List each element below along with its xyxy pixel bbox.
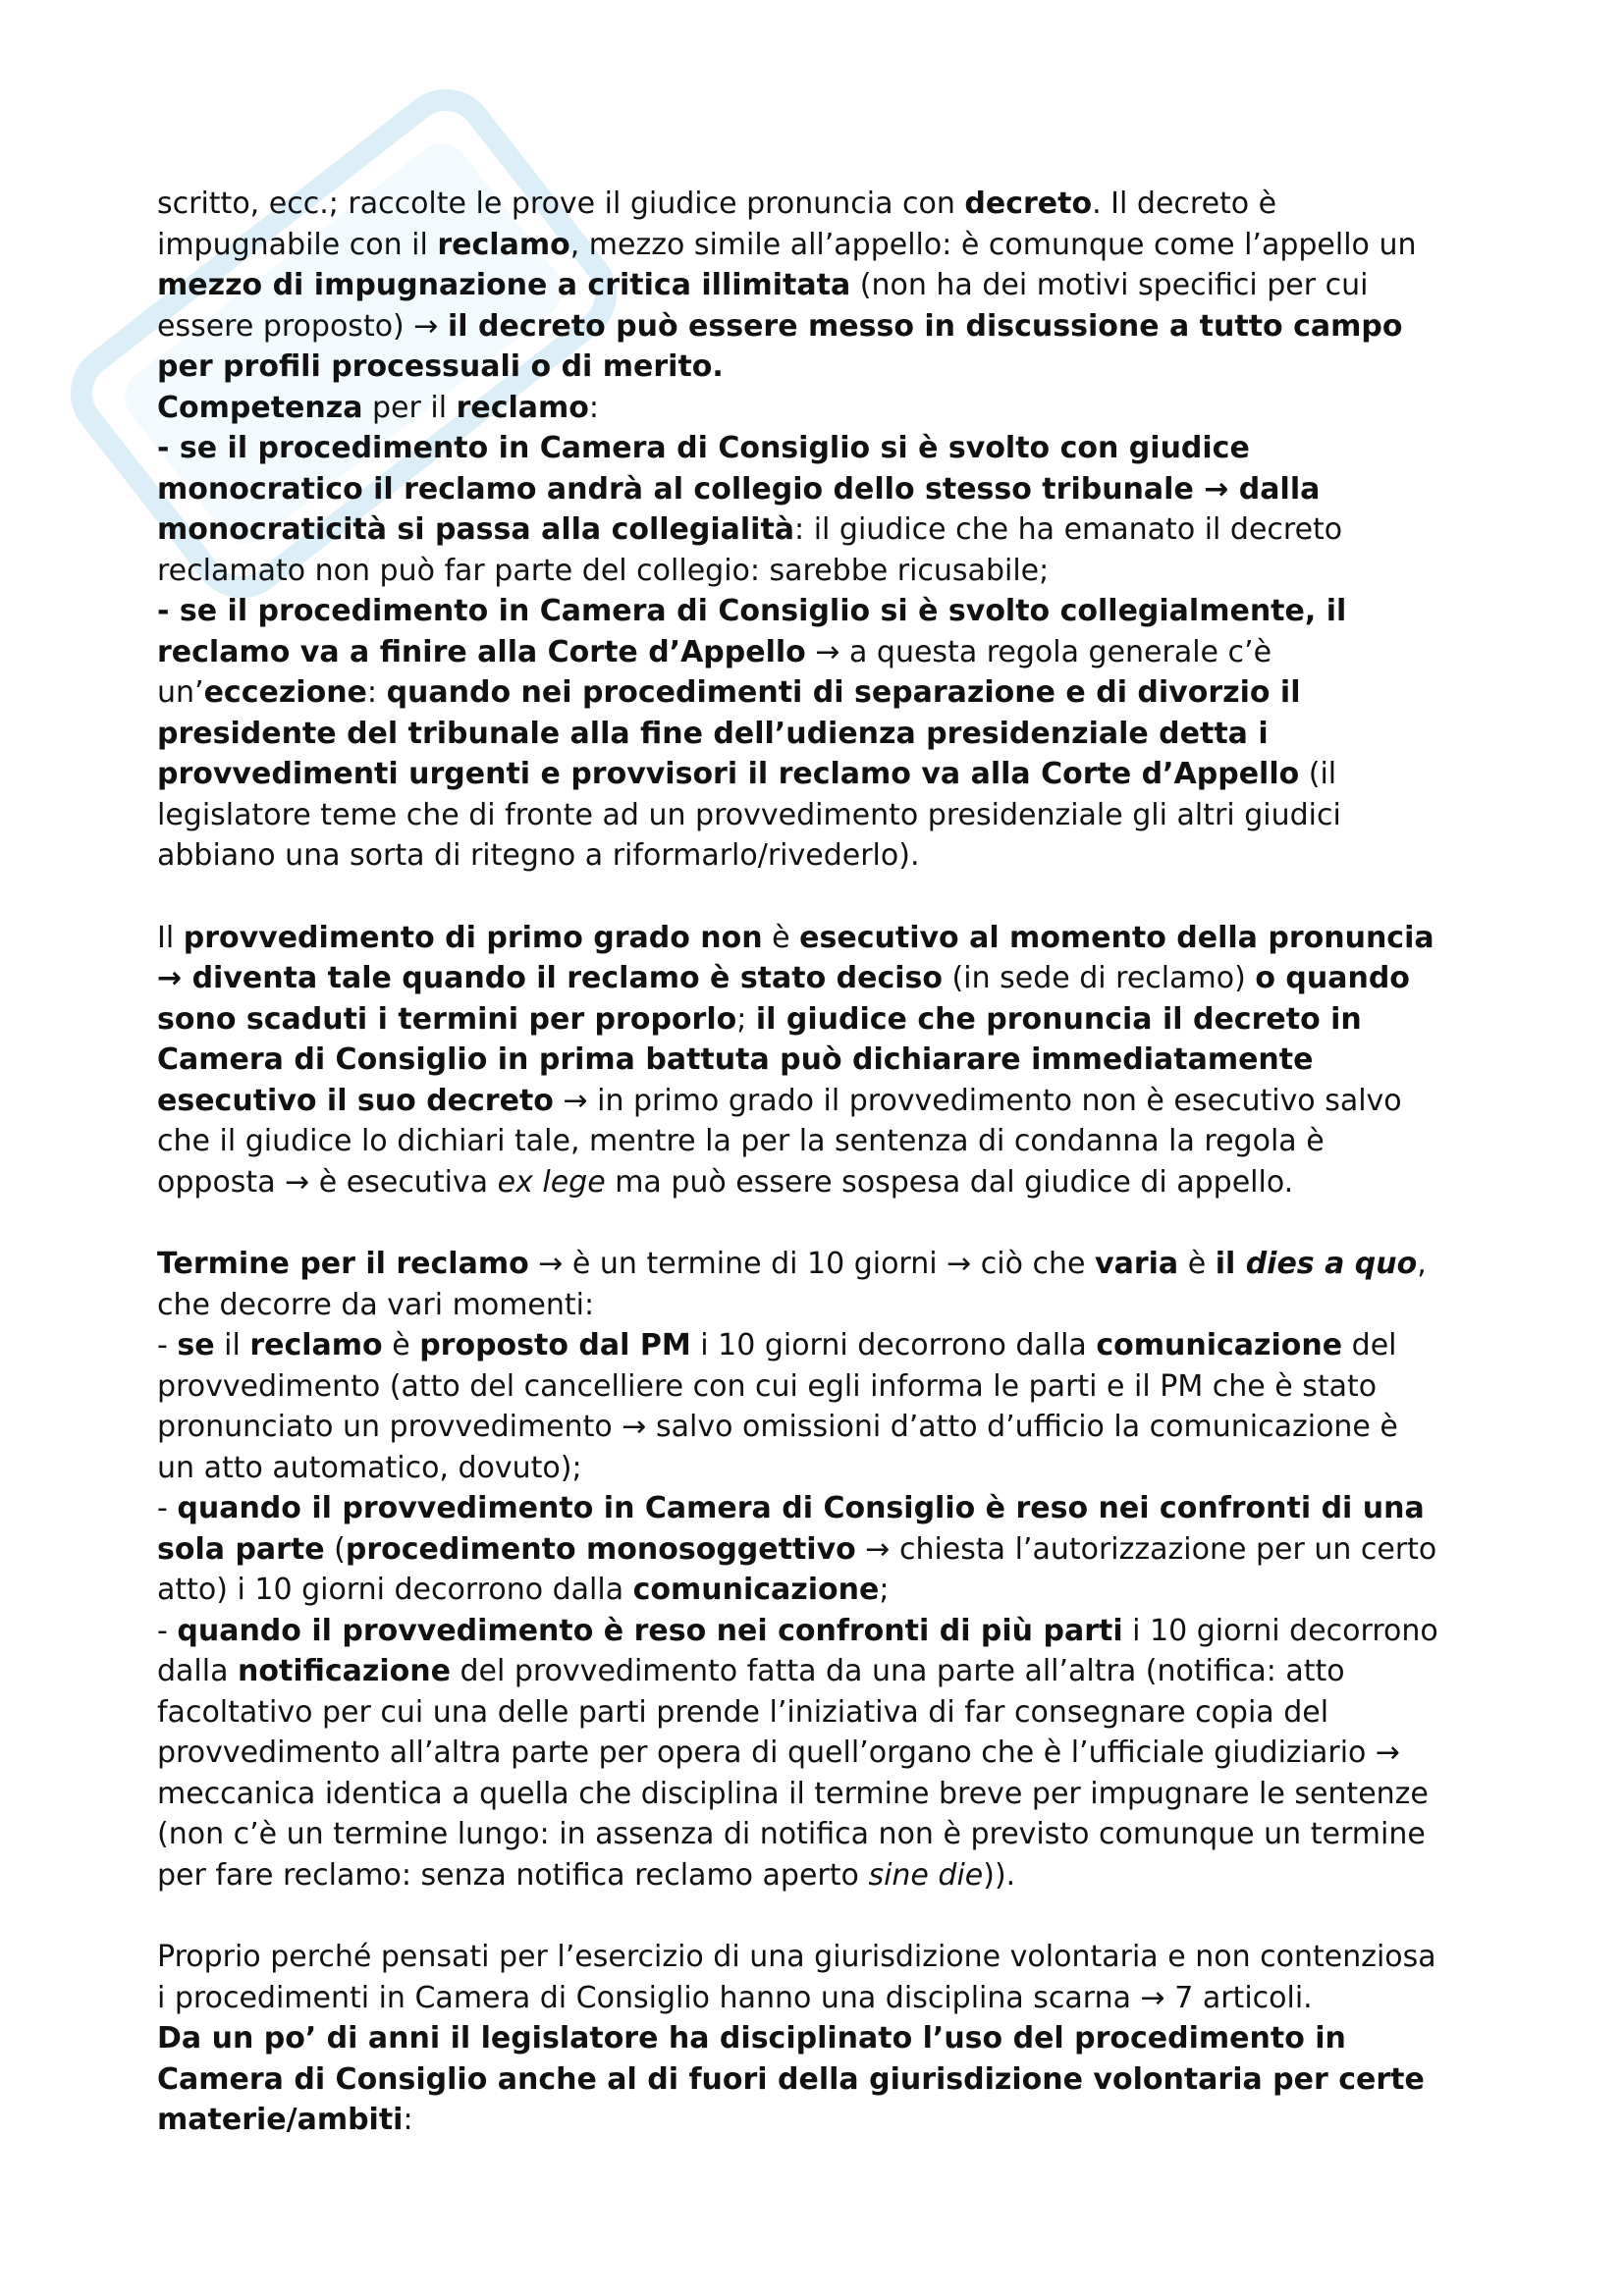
text-run: pronunciato un provvedimento → salvo omissioni d’atto d’ufficio la comunicazione è (157, 1410, 1398, 1444)
text-run: abbiano una sorta di ritegno a riformarlo/rivederlo). (157, 838, 920, 873)
bold-text: se (177, 1328, 215, 1362)
paragraph (157, 918, 1483, 1203)
bold-text: provvedimenti urgenti e provvisori il reclamo va alla Corte d’Appello (157, 757, 1300, 791)
paragraph (157, 1244, 1483, 1896)
bold-text: Da un po’ di anni il legislatore ha disciplinato l’uso del procedimento in (157, 2021, 1346, 2056)
text-run: → chiesta l’autorizzazione per un certo (855, 1531, 1437, 1567)
text-run: - (157, 1491, 178, 1525)
text-line (157, 1692, 1483, 1734)
text-line (157, 347, 1483, 388)
text-run: - (157, 1328, 178, 1362)
italic-text: sine die (868, 1857, 984, 1893)
paragraph (157, 1937, 1483, 2141)
text-run: un atto automatico, dovuto); (157, 1450, 582, 1485)
bold-text: quando il provvedimento in Camera di Consiglio è reso nei confronti di una (177, 1491, 1425, 1525)
text-run: (in sede di reclamo) (943, 961, 1256, 995)
text-line (157, 184, 1483, 225)
text-line (157, 1570, 1483, 1611)
bold-text: dies a quo (1245, 1247, 1418, 1281)
text-run: il (214, 1328, 250, 1362)
text-line (157, 388, 1483, 429)
text-run: è (762, 920, 800, 955)
text-line (157, 1855, 1483, 1896)
text-line (157, 918, 1483, 959)
text-run: per il (362, 390, 457, 425)
text-run: : il giudice che ha emanato il decreto (794, 512, 1343, 547)
text-line (157, 1162, 1483, 1203)
bold-text: eccezione (203, 675, 367, 710)
text-run: reclamato non può far parte del collegio: sarebbe ricusabile; (157, 553, 1050, 588)
text-run: facoltativo per cui una delle parti prende l’iniziativa di far consegnare copia del (157, 1694, 1329, 1730)
text-run: , mezzo simile all’appello: è comunque come l’appello un (569, 227, 1417, 262)
text-run: un’ (157, 675, 204, 710)
bold-text: → diventa tale quando il reclamo è stato deciso (157, 961, 944, 995)
bold-text: reclamo (249, 1328, 383, 1362)
bold-text: Competenza (157, 390, 363, 425)
text-line (157, 2018, 1483, 2059)
text-run: (il (1299, 757, 1337, 791)
text-run: ; (736, 1001, 756, 1037)
bold-text: provvedimento di primo grado non (183, 920, 763, 955)
text-line (157, 999, 1483, 1041)
text-run: del provvedimento fatta da una parte all’altra (notifica: atto (450, 1654, 1345, 1688)
bold-text: Camera di Consiglio anche al di fuori della giurisdizione volontaria per certe (157, 2061, 1425, 2097)
document-body (157, 184, 1483, 2141)
text-line (157, 2100, 1483, 2141)
bold-text: per profili processuali o di merito. (157, 349, 724, 384)
text-run: ma può essere sospesa dal giudice di appello. (605, 1164, 1294, 1200)
bold-text: procedimento monosoggettivo (345, 1531, 856, 1567)
bold-text: mezzo di impugnazione a critica illimitata (157, 268, 851, 302)
text-run: Il (157, 920, 184, 955)
text-run: : (588, 390, 600, 425)
text-line (157, 1814, 1483, 1855)
text-line (157, 551, 1483, 592)
text-run: i 10 giorni decorrono dalla (690, 1328, 1097, 1362)
bold-text: presidente del tribunale alla fine dell’udienza presidenziale detta i (157, 716, 1269, 751)
text-run: impugnabile con il (157, 227, 438, 262)
text-line (157, 1733, 1483, 1774)
bold-text: o quando (1255, 961, 1410, 995)
bold-text: notificazione (238, 1654, 451, 1688)
bold-text: monocratico il reclamo andrà al collegio dello stesso tribunale → dalla (157, 471, 1321, 507)
text-run: → è un termine di 10 giorni → ciò che (528, 1247, 1096, 1281)
text-line (157, 265, 1483, 306)
bold-text: reclamo va a finire alla Corte d’Appello (157, 634, 806, 669)
text-line (157, 1244, 1483, 1285)
text-run: (non c’è un termine lungo: in assenza di notifica non è previsto comunque un termine (157, 1817, 1426, 1851)
text-run: Proprio perché pensati per l’esercizio di una giurisdizione volontaria e non contenziosa (157, 1940, 1436, 1974)
bold-text: quando nei procedimenti di separazione e di divorzio il (386, 675, 1301, 710)
text-line (157, 1978, 1483, 2019)
text-run: dalla (157, 1654, 239, 1688)
text-run: che decorre da vari momenti: (157, 1287, 595, 1322)
text-run: atto) i 10 giorni decorrono dalla (157, 1573, 633, 1607)
text-line (157, 2059, 1483, 2101)
text-run: del (1342, 1328, 1397, 1362)
text-run: provvedimento all’altra parte per opera di quell’organo che è l’ufficiale giudiziario → (157, 1735, 1401, 1770)
bold-text: decreto (964, 187, 1093, 221)
paragraph-gap (157, 1896, 1483, 1937)
text-run: legislatore teme che di fronte ad un provvedimento presidenziale gli altri giudici (157, 797, 1341, 832)
text-line (157, 754, 1483, 795)
text-line (157, 835, 1483, 877)
text-line (157, 632, 1483, 673)
text-line (157, 1407, 1483, 1448)
text-line (157, 1081, 1483, 1122)
text-line (157, 1488, 1483, 1529)
text-run: ( (324, 1531, 346, 1567)
text-run: → in primo grado il provvedimento non è esecutivo salvo (553, 1083, 1402, 1118)
text-run: - (157, 1613, 178, 1648)
text-line (157, 1285, 1483, 1326)
text-line (157, 1121, 1483, 1162)
bold-text: comunicazione (632, 1573, 880, 1607)
text-run: i procedimenti in Camera di Consiglio hanno una disciplina scarna → 7 articoli. (157, 1980, 1313, 2015)
text-line (157, 428, 1483, 469)
text-line (157, 714, 1483, 755)
text-run: meccanica identica a quella che disciplina il termine breve per impugnare le sentenze (157, 1776, 1429, 1811)
text-line (157, 1611, 1483, 1652)
bold-text: Termine per il reclamo (157, 1247, 529, 1281)
bold-text: esecutivo al momento della pronuncia (799, 920, 1434, 955)
text-run: scritto, ecc.; raccolte le prove il giudice pronuncia con (157, 187, 965, 221)
bold-text: il decreto può essere messo in discussione a tutto campo (447, 308, 1403, 344)
text-line (157, 591, 1483, 632)
text-run: essere proposto) → (157, 308, 448, 344)
bold-text: quando il provvedimento è reso nei confronti di più parti (177, 1613, 1123, 1648)
text-line (157, 1325, 1483, 1366)
text-line (157, 1651, 1483, 1692)
bold-text: proposto dal PM (419, 1328, 691, 1362)
bold-text: monocraticità si passa alla collegialità (157, 512, 795, 547)
paragraph (157, 184, 1483, 877)
text-run: : (366, 675, 387, 710)
bold-text: sola parte (157, 1531, 325, 1567)
bold-text: - se il procedimento in Camera di Consiglio si è svolto con giudice (157, 431, 1250, 465)
text-line (157, 1448, 1483, 1489)
text-run: i 10 giorni decorrono (1122, 1613, 1438, 1648)
text-run: provvedimento (atto del cancelliere con cui egli informa le parti e il PM che è stato (157, 1368, 1378, 1404)
text-line (157, 958, 1483, 999)
text-line (157, 1774, 1483, 1815)
text-line (157, 469, 1483, 510)
bold-text: comunicazione (1096, 1328, 1343, 1362)
text-run: per fare reclamo: senza notifica reclamo aperto (157, 1857, 869, 1893)
text-line (157, 672, 1483, 714)
text-run: che il giudice lo dichiari tale, mentre la per la sentenza di condanna la regola è (157, 1124, 1325, 1158)
text-line (157, 1366, 1483, 1408)
text-line (157, 225, 1483, 266)
text-line (157, 795, 1483, 836)
text-line (157, 1040, 1483, 1081)
text-line (157, 1529, 1483, 1571)
bold-text: il (1215, 1247, 1246, 1281)
text-run: : (403, 2103, 413, 2137)
bold-text: reclamo (437, 227, 570, 262)
text-run: )). (983, 1857, 1016, 1893)
text-run: , (1417, 1247, 1427, 1281)
text-run: opposta → è esecutiva (157, 1164, 498, 1200)
text-line (157, 1937, 1483, 1978)
text-line (157, 509, 1483, 551)
text-run: → a questa regola generale c’è (805, 634, 1272, 669)
bold-text: il giudice che pronuncia il decreto in (755, 1001, 1362, 1037)
bold-text: reclamo (456, 390, 589, 425)
bold-text: materie/ambiti (157, 2103, 404, 2137)
text-run: ; (879, 1573, 890, 1607)
paragraph-gap (157, 877, 1483, 918)
bold-text: Camera di Consiglio in prima battuta può dichiarare immediatamente (157, 1042, 1314, 1077)
text-run: è (1178, 1247, 1216, 1281)
text-run: . Il decreto è (1092, 187, 1277, 221)
italic-text: ex lege (497, 1164, 606, 1200)
bold-text: - se il procedimento in Camera di Consiglio si è svolto collegialmente, il (157, 594, 1347, 628)
bold-text: esecutivo il suo decreto (157, 1083, 554, 1118)
text-run: (non ha dei motivi specifici per cui (850, 268, 1369, 302)
text-run: è (382, 1328, 420, 1362)
paragraph-gap (157, 1202, 1483, 1244)
text-line (157, 306, 1483, 347)
bold-text: varia (1095, 1247, 1179, 1281)
bold-text: sono scaduti i termini per proporlo (157, 1001, 737, 1037)
